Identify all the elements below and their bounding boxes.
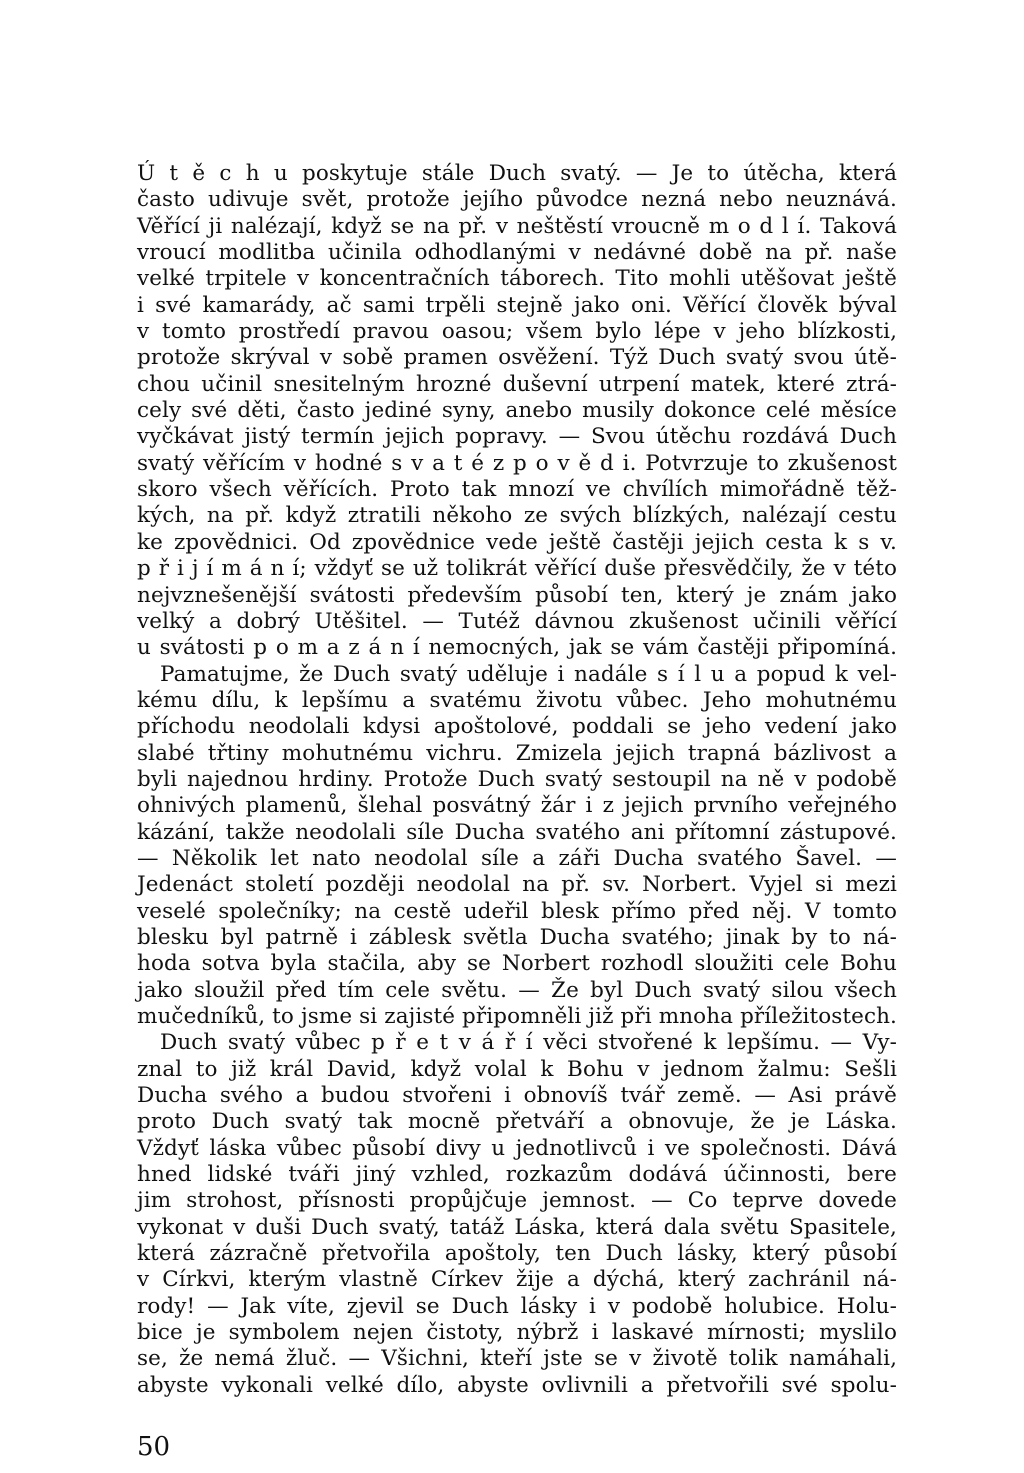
text-line: abyste vykonali velké dílo, abyste ovlivnili a přetvořili své spolu-	[137, 1372, 897, 1398]
text-line: cely své děti, často jediné syny, anebo musily dokonce celé měsíce	[137, 398, 897, 424]
text-line: byli najednou hrdiny. Protože Duch svatý sestoupil na ně v podobě	[137, 766, 897, 792]
text-line: — Několik let nato neodolal síle a záři Ducha svatého Šavel. —	[137, 845, 897, 871]
text-line: často udivuje svět, protože jejího původce nezná nebo neuznává.	[137, 187, 897, 213]
text-line: bice je symbolem nejen čistoty, nýbrž i laskavé mírnosti; myslilo	[137, 1320, 897, 1346]
text-line: Věřící ji nalézají, když se na př. v neštěstí vroucně m o d l í. Taková	[137, 213, 897, 239]
text-line: chou učinil snesitelným hrozné duševní utrpení matek, které ztrá-	[137, 371, 897, 397]
text-line: blesku byl patrně i záblesk světla Ducha svatého; jinak by to ná-	[137, 924, 897, 950]
text-line: v Církvi, kterým vlastně Církev žije a dýchá, který zachránil ná-	[137, 1267, 897, 1293]
text-line: která zázračně přetvořila apoštoly, ten Duch lásky, který působí	[137, 1241, 897, 1267]
text-line: Pamatujme, že Duch svatý uděluje i nadále s í l u a popud k vel-	[160, 661, 897, 687]
text-line: Ducha svého a budou stvořeni i obnovíš tvář země. — Asi právě	[137, 1083, 897, 1109]
text-line: hned lidské tváři jiný vzhled, rozkazům dodává účinnosti, bere	[137, 1162, 897, 1188]
text-line: Duch svatý vůbec p ř e t v á ř í věci stvořené k lepšímu. — Vy-	[160, 1030, 897, 1056]
text-line: i své kamarády, ač sami trpěli stejně jako oni. Věřící člověk býval	[137, 292, 897, 318]
text-line: proto Duch svatý tak mocně přetváří a obnovuje, že je Láska.	[137, 1109, 897, 1135]
text-line: kázání, takže neodolali síle Ducha svatého ani přítomní zástupové.	[137, 819, 897, 845]
text-line: kému dílu, k lepšímu a svatému životu vůbec. Jeho mohutnému	[137, 687, 897, 713]
text-line: vykonat v duši Duch svatý, tatáž Láska, která dala světu Spasitele,	[137, 1214, 897, 1240]
text-line: hoda sotva byla stačila, aby se Norbert rozhodl sloužiti cele Bohu	[137, 951, 897, 977]
text-line: slabé třtiny mohutnému vichru. Zmizela jejich trapná bázlivost a	[137, 740, 897, 766]
text-line: kých, na př. když ztratili někoho ze svých blízkých, nalézají cestu	[137, 503, 897, 529]
text-line: protože skrýval v sobě pramen osvěžení. Týž Duch svatý svou útě-	[137, 345, 897, 371]
text-line: Vždyť láska vůbec působí divy u jednotlivců i ve společnosti. Dává	[137, 1135, 897, 1161]
text-line: velký a dobrý Utěšitel. — Tutéž dávnou zkušenost učinili věřící	[137, 608, 897, 634]
text-line: jim strohost, přísnosti propůjčuje jemnost. — Co teprve dovede	[137, 1188, 897, 1214]
text-line: veselé společníky; na cestě udeřil blesk přímo před něj. V tomto	[137, 898, 897, 924]
text-line: svatý věřícím v hodné s v a t é z p o v ě d i. Potvrzuje to zkušenost	[137, 450, 897, 476]
text-line: nejvznešenější svátosti především působí ten, který je znám jako	[137, 582, 897, 608]
text-line: skoro všech věřících. Proto tak mnozí ve chvílích mimořádně těž-	[137, 477, 897, 503]
text-line: p ř i j í m á n í; vždyť se už tolikrát věřící duše přesvědčily, že v této	[137, 556, 897, 582]
text-line: vroucí modlitba učinila odhodlanými v nedávné době na př. naše	[137, 240, 897, 266]
text-line: se, že nemá žluč. — Všichni, kteří jste se v životě tolik namáhali,	[137, 1346, 897, 1372]
text-line: vyčkávat jistý termín jejich popravy. — Svou útěchu rozdává Duch	[137, 424, 897, 450]
text-line: velké trpitele v koncentračních táborech. Tito mohli utěšovat ještě	[137, 266, 897, 292]
text-line: ke zpovědnici. Od zpovědnice vede ještě častěji jejich cesta k s v.	[137, 529, 897, 555]
text-line: v tomto prostředí pravou oasou; všem bylo lépe v jeho blízkosti,	[137, 319, 897, 345]
text-line: Jedenáct století později neodolal na př. sv. Norbert. Vyjel si mezi	[137, 872, 897, 898]
body-text	[137, 161, 897, 1399]
text-line: mučedníků, to jsme si zajisté připomněli již při mnoha příležitostech.	[137, 1004, 897, 1029]
text-line: jako sloužil před tím cele světu. — Že byl Duch svatý silou všech	[137, 977, 897, 1003]
page-number: 50	[137, 1432, 171, 1462]
text-line: příchodu neodolali kdysi apoštolové, poddali se jeho vedení jako	[137, 714, 897, 740]
text-line: ohnivých plamenů, šlehal posvátný žár i z jejich prvního veřejného	[137, 793, 897, 819]
text-line: u svátosti p o m a z á n í nemocných, jak se vám častěji připomíná.	[137, 635, 897, 661]
text-line: rody! — Jak víte, zjevil se Duch lásky i v podobě holubice. Holu-	[137, 1293, 897, 1319]
text-line: znal to již král David, když volal k Bohu v jednom žalmu: Sešli	[137, 1056, 897, 1082]
text-line: Ú t ě c h u poskytuje stále Duch svatý. — Je to útěcha, která	[137, 161, 897, 186]
